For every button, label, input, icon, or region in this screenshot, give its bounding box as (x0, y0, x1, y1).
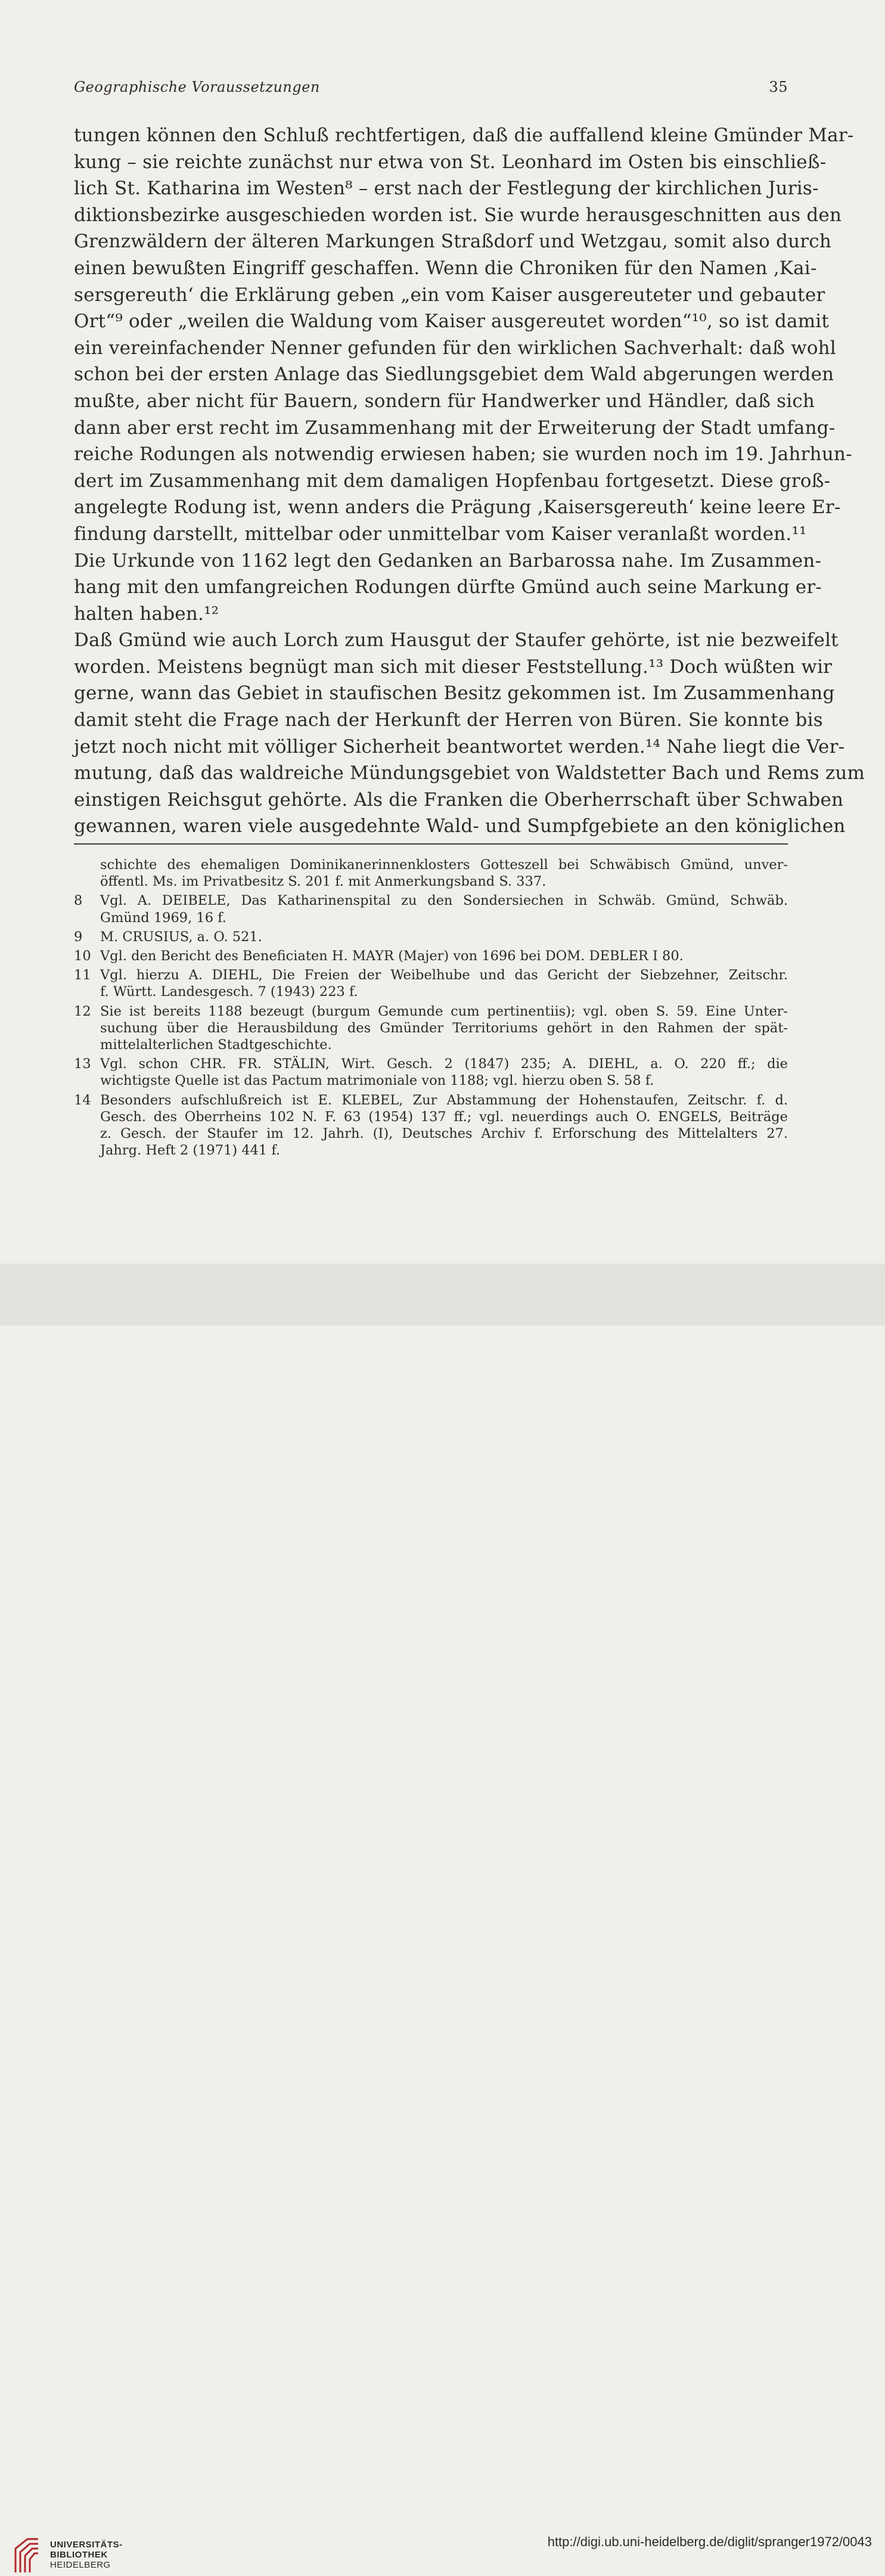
footnote-line: schichte des ehemaligen Dominikanerinnenklosters Gotteszell bei Schwäbisch Gmünd, unver- (100, 857, 788, 873)
footnote-text (100, 948, 788, 964)
running-title: Geographische Voraussetzungen (74, 79, 320, 95)
footnote (74, 856, 788, 890)
body-line: worden. Meistens begnügt man sich mit dieser Feststellung.¹³ Doch wüßten wir (74, 656, 833, 678)
footnote-text (100, 967, 788, 1000)
body-line: ein vereinfachender Nenner gefunden für den wirklichen Sachverhalt: daß wohl (74, 337, 836, 359)
footnote-line: Besonders aufschlußreich ist E. KLEBEL, Zur Abstammung der Hohenstaufen, Zeitschr. f. d. (100, 1092, 788, 1108)
body-line: einstigen Reichsgut gehörte. Als die Franken die Oberherrschaft über Schwaben (74, 789, 844, 811)
footnote-line: wichtigste Quelle ist das Pactum matrimoniale von 1188; vgl. hierzu oben S. 58 f. (100, 1073, 654, 1089)
viewer-footer (0, 1264, 885, 2570)
footnote-text (100, 929, 788, 945)
footnote (74, 948, 788, 964)
body-line: angelegte Rodung ist, wenn anders die Prägung ‚Kaisersgereuth‘ keine leere Er- (74, 496, 841, 519)
footnote-text (100, 1056, 788, 1089)
footnote (74, 1003, 788, 1054)
footnote-line: suchung über die Herausbildung des Gmünder Territoriums gehört in den Rahmen der spät- (100, 1020, 788, 1036)
library-name-line3: HEIDELBERG (50, 2560, 111, 2570)
footnote-text (100, 1092, 788, 1159)
footnote-text (100, 1003, 788, 1054)
library-name (50, 2540, 123, 2570)
body-line: damit steht die Frage nach der Herkunft der Herren von Büren. Sie konnte bis (74, 709, 823, 731)
body-line: sersgereuth‘ die Erklärung geben „ein vom Kaiser ausgereuteter und gebauter (74, 284, 825, 306)
body-line: einen bewußten Eingriff geschaffen. Wenn die Chroniken für den Namen ‚Kai- (74, 257, 817, 279)
body-line: schon bei der ersten Anlage das Siedlungsgebiet dem Wald abgerungen werden (74, 364, 834, 386)
library-logo-icon (12, 2535, 42, 2576)
footnote-line: Vgl. schon CHR. FR. STÄLIN, Wirt. Gesch. 2 (1847) 235; A. DIEHL, a. O. 220 ff.; die (100, 1056, 788, 1072)
body-line: Daß Gmünd wie auch Lorch zum Hausgut der Staufer gehörte, ist nie bezweifelt (74, 629, 839, 651)
body-line: gerne, wann das Gebiet in staufischen Besitz gekommen ist. Im Zusammenhang (74, 682, 835, 704)
body-line: dert im Zusammenhang mit dem damaligen Hopfenbau fortgesetzt. Diese groß- (74, 470, 831, 492)
footnote (74, 892, 788, 926)
footnote-line: Vgl. hierzu A. DIEHL, Die Freien der Weibelhube und das Gericht der Siebzehner, Zeitschr. (100, 967, 788, 983)
footnote-line: öffentl. Ms. im Privatbesitz S. 201 f. mit Anmerkungsband S. 337. (100, 874, 546, 890)
footnote-line: mittelalterlichen Stadtgeschichte. (100, 1037, 332, 1053)
footnote-number: 11 (74, 967, 91, 983)
footnote-line: Gmünd 1969, 16 f. (100, 910, 226, 926)
body-line: Die Urkunde von 1162 legt den Gedanken an Barbarossa nahe. Im Zusammen- (74, 550, 822, 572)
footnote-text (100, 892, 788, 926)
body-line: kung – sie reichte zunächst nur etwa von St. Leonhard im Osten bis einschließ- (74, 151, 827, 173)
footnote-number: 10 (74, 948, 91, 964)
footnote-number: 9 (74, 929, 83, 945)
footnote-line: Gesch. des Oberrheins 102 N. F. 63 (1954) 137 ff.; vgl. neuerdings auch O. ENGELS, Beiträge (100, 1109, 788, 1125)
footnote-line: M. CRUSIUS, a. O. 521. (100, 929, 262, 945)
library-name-line1: UNIVERSITÄTS- (50, 2540, 123, 2550)
body-line: mußte, aber nicht für Bauern, sondern für Handwerker und Händler, daß sich (74, 390, 815, 412)
body-line: reiche Rodungen als notwendig erwiesen haben; sie wurden noch im 19. Jahrhun- (74, 443, 852, 465)
library-name-line2: BIBLIOTHEK (50, 2550, 108, 2560)
body-line: hang mit den umfangreichen Rodungen dürfte Gmünd auch seine Markung er- (74, 576, 822, 598)
permalink-url[interactable]: http://digi.ub.uni-heidelberg.de/diglit/spranger1972/0043 (547, 2534, 872, 2549)
body-line: gewannen, waren viele ausgedehnte Wald- und Sumpfgebiete an den königlichen (74, 815, 846, 837)
body-line: mutung, daß das waldreiche Mündungsgebiet von Waldstetter Bach und Rems zum (74, 762, 865, 784)
body-text (74, 122, 865, 840)
page-header (74, 75, 788, 99)
footnote-text (100, 856, 788, 890)
footnote-number: 12 (74, 1003, 91, 1019)
body-line: jetzt noch nicht mit völliger Sicherheit beantwortet werden.¹⁴ Nahe liegt die Ver- (74, 735, 845, 758)
footnote-number: 14 (74, 1092, 91, 1108)
footnote (74, 1092, 788, 1159)
footnote (74, 929, 788, 945)
footnote-line: Vgl. A. DEIBELE, Das Katharinenspital zu den Sondersiechen in Schwäb. Gmünd, Schwäb. (100, 893, 788, 909)
footnote (74, 1056, 788, 1089)
footnote-line: Vgl. den Bericht des Beneficiaten H. MAYR (Majer) von 1696 bei DOM. DEBLER I 80. (100, 948, 684, 964)
body-line: Grenzwäldern der älteren Markungen Straßdorf und Wetzgau, somit also durch (74, 231, 832, 253)
footnote (74, 967, 788, 1000)
book-page (0, 0, 885, 1264)
body-line: dann aber erst recht im Zusammenhang mit der Erweiterung der Stadt umfang- (74, 417, 836, 439)
footnotes (74, 856, 788, 1161)
body-line: halten haben.¹² (74, 603, 219, 625)
footnote-number: 8 (74, 893, 83, 909)
body-line: Ort“⁹ oder „weilen die Waldung vom Kaiser ausgereutet worden“¹⁰, so ist damit (74, 311, 830, 333)
footnote-line: z. Gesch. der Staufer im 12. Jahrh. (I), Deutsches Archiv f. Erforschung des Mittelalters 27. (100, 1126, 788, 1142)
body-line: diktionsbezirke ausgeschieden worden ist. Sie wurde herausgeschnitten aus den (74, 204, 842, 226)
footnote-line: f. Württ. Landesgesch. 7 (1943) 223 f. (100, 984, 358, 1000)
footnote-line: Jahrg. Heft 2 (1971) 441 f. (100, 1143, 281, 1159)
body-line: findung darstellt, mittelbar oder unmittelbar vom Kaiser veranlaßt worden.¹¹ (74, 523, 807, 545)
page-number: 35 (769, 79, 788, 95)
body-line: tungen können den Schluß rechtfertigen, daß die auffallend kleine Gmünder Mar- (74, 125, 854, 146)
footnote-number: 13 (74, 1056, 91, 1072)
footnote-line: Sie ist bereits 1188 bezeugt (burgum Gemunde cum pertinentiis); vgl. oben S. 59. Eine Unter- (100, 1003, 788, 1019)
body-line: lich St. Katharina im Westen⁸ – erst nach der Festlegung der kirchlichen Juris- (74, 178, 819, 200)
footnote-divider (74, 843, 788, 845)
